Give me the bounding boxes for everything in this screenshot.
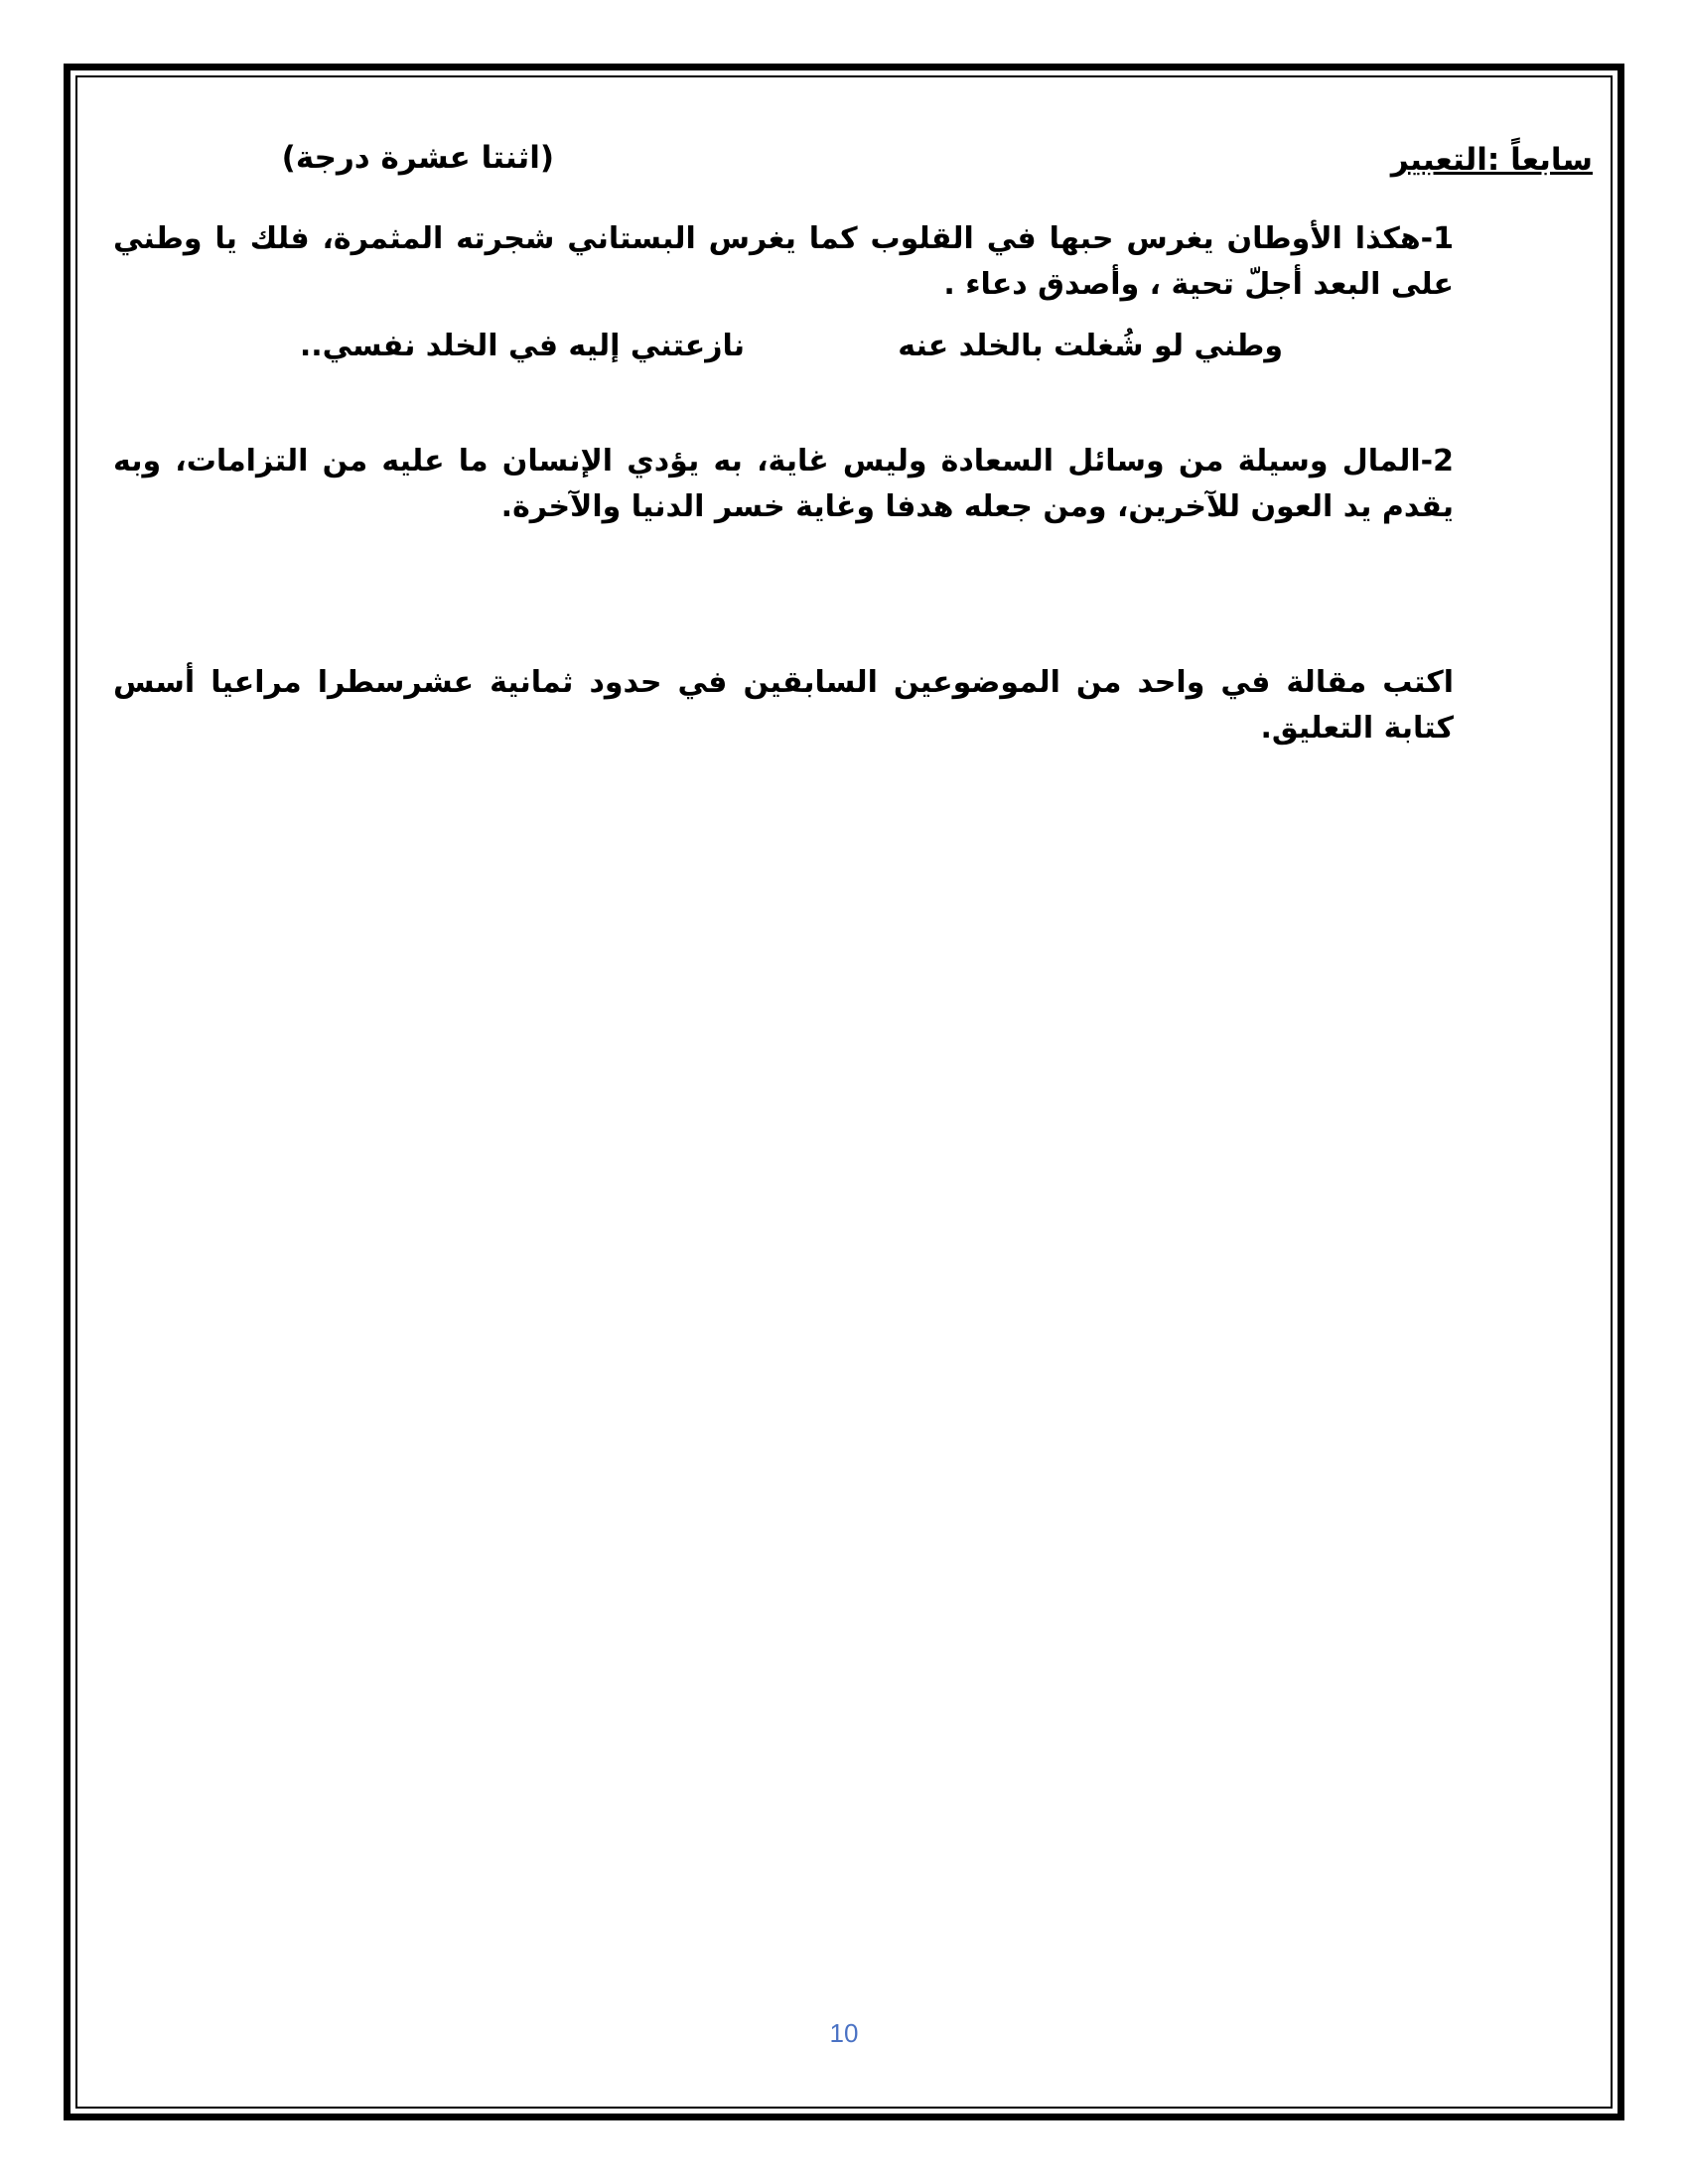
section-heading: سابعاً :التعبير — [1390, 142, 1593, 178]
topic-two-paragraph: 2-المال وسيلة من وسائل السعادة وليس غاية، به يؤدي الإنسان ما عليه من التزامات، وبه يقدم يد العون للآخرين، ومن جعله هدفا وغاية خسر الدنيا والآخرة. — [113, 444, 1454, 524]
verse-second-hemistich: نازعتني إليه في الخلد نفسي.. — [299, 329, 745, 363]
verse-first-hemistich: وطني لو شُغلت بالخلد عنه — [898, 329, 1283, 363]
topic-one-paragraph: 1-هكذا الأوطان يغرس حبها في القلوب كما يغرس البستاني شجرته المثمرة، فلك يا وطني على البعد أجلّ تحية ، وأصدق دعاء . — [113, 221, 1454, 302]
page-number: 10 — [829, 2018, 859, 2048]
section-grade: (اثنتا عشرة درجة) — [281, 140, 554, 176]
writing-instruction: اكتب مقالة في واحد من الموضوعين السابقين في حدود ثمانية عشرسطرا مراعيا أسس كتابة التعليق. — [113, 665, 1454, 746]
